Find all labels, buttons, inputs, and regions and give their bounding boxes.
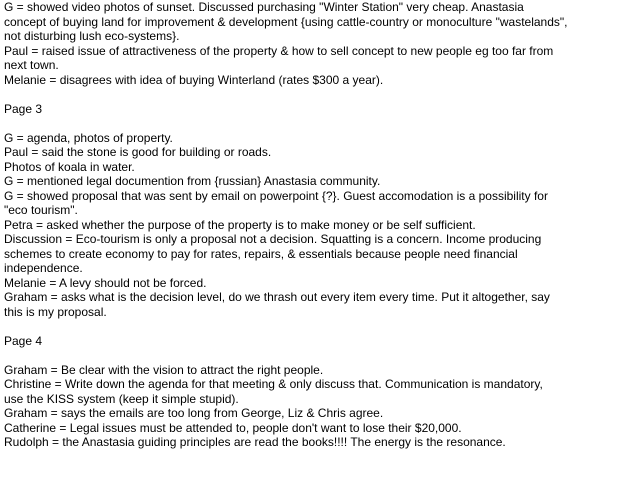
text-line: G = showed video photos of sunset. Discussed purchasing "Winter Station" very cheap. Anastasia xyxy=(4,0,524,14)
text-line: Melanie = A levy should not be forced. xyxy=(4,275,207,290)
blank-line xyxy=(4,319,622,334)
text-line: Paul = raised issue of attractiveness of the property & how to sell concept to new people eg too far from xyxy=(4,43,554,58)
text-line: not disturbing lush eco-systems}. xyxy=(4,29,180,43)
text-line: schemes to create economy to pay for rates, repairs, & essentials because people need financial xyxy=(4,246,518,261)
text-line: independence. xyxy=(4,261,83,275)
text-line: Graham = Be clear with the vision to attract the right people. xyxy=(4,362,324,377)
text-line: Discussion = Eco-tourism is only a proposal not a decision. Squatting is a concern. Income producing xyxy=(4,232,542,246)
text-line: next town. xyxy=(4,58,59,72)
text-line: "eco tourism". xyxy=(4,203,78,217)
page-heading: Page 4 xyxy=(4,333,43,348)
text-line: use the KISS system (keep it simple stupid). xyxy=(4,391,239,406)
text-line: Photos of koala in water. xyxy=(4,159,135,174)
text-line: Rudolph = the Anastasia guiding principles are read the books!!!! The energy is the resonance. xyxy=(4,435,506,449)
blank-line xyxy=(4,116,622,131)
text-line: G = mentioned legal documention from {russian} Anastasia community. xyxy=(4,174,381,188)
text-line: Graham = asks what is the decision level, do we thrash out every item every time. Put it altogether, say xyxy=(4,290,550,304)
text-line: Christine = Write down the agenda for that meeting & only discuss that. Communication is mandatory, xyxy=(4,377,543,391)
text-line: G = showed proposal that was sent by email on powerpoint {?}. Guest accomodation is a possibility for xyxy=(4,188,548,203)
text-line: concept of buying land for improvement & development {using cattle-country or monoculture "wastelands", xyxy=(4,14,568,29)
text-line: G = agenda, photos of property. xyxy=(4,130,173,145)
page-heading: Page 3 xyxy=(4,101,43,116)
text-line: Graham = says the emails are too long from George, Liz & Chris agree. xyxy=(4,406,384,420)
text-line: Petra = asked whether the purpose of the property is to make money or be self sufficient. xyxy=(4,217,476,232)
text-line: Paul = said the stone is good for building or roads. xyxy=(4,145,272,159)
blank-line xyxy=(4,348,622,363)
text-line: this is my proposal. xyxy=(4,304,107,319)
blank-line xyxy=(4,87,622,102)
text-line: Catherine = Legal issues must be attended to, people don't want to lose their $20,000. xyxy=(4,420,462,435)
text-line: Melanie = disagrees with idea of buying Winterland (rates $300 a year). xyxy=(4,72,384,87)
